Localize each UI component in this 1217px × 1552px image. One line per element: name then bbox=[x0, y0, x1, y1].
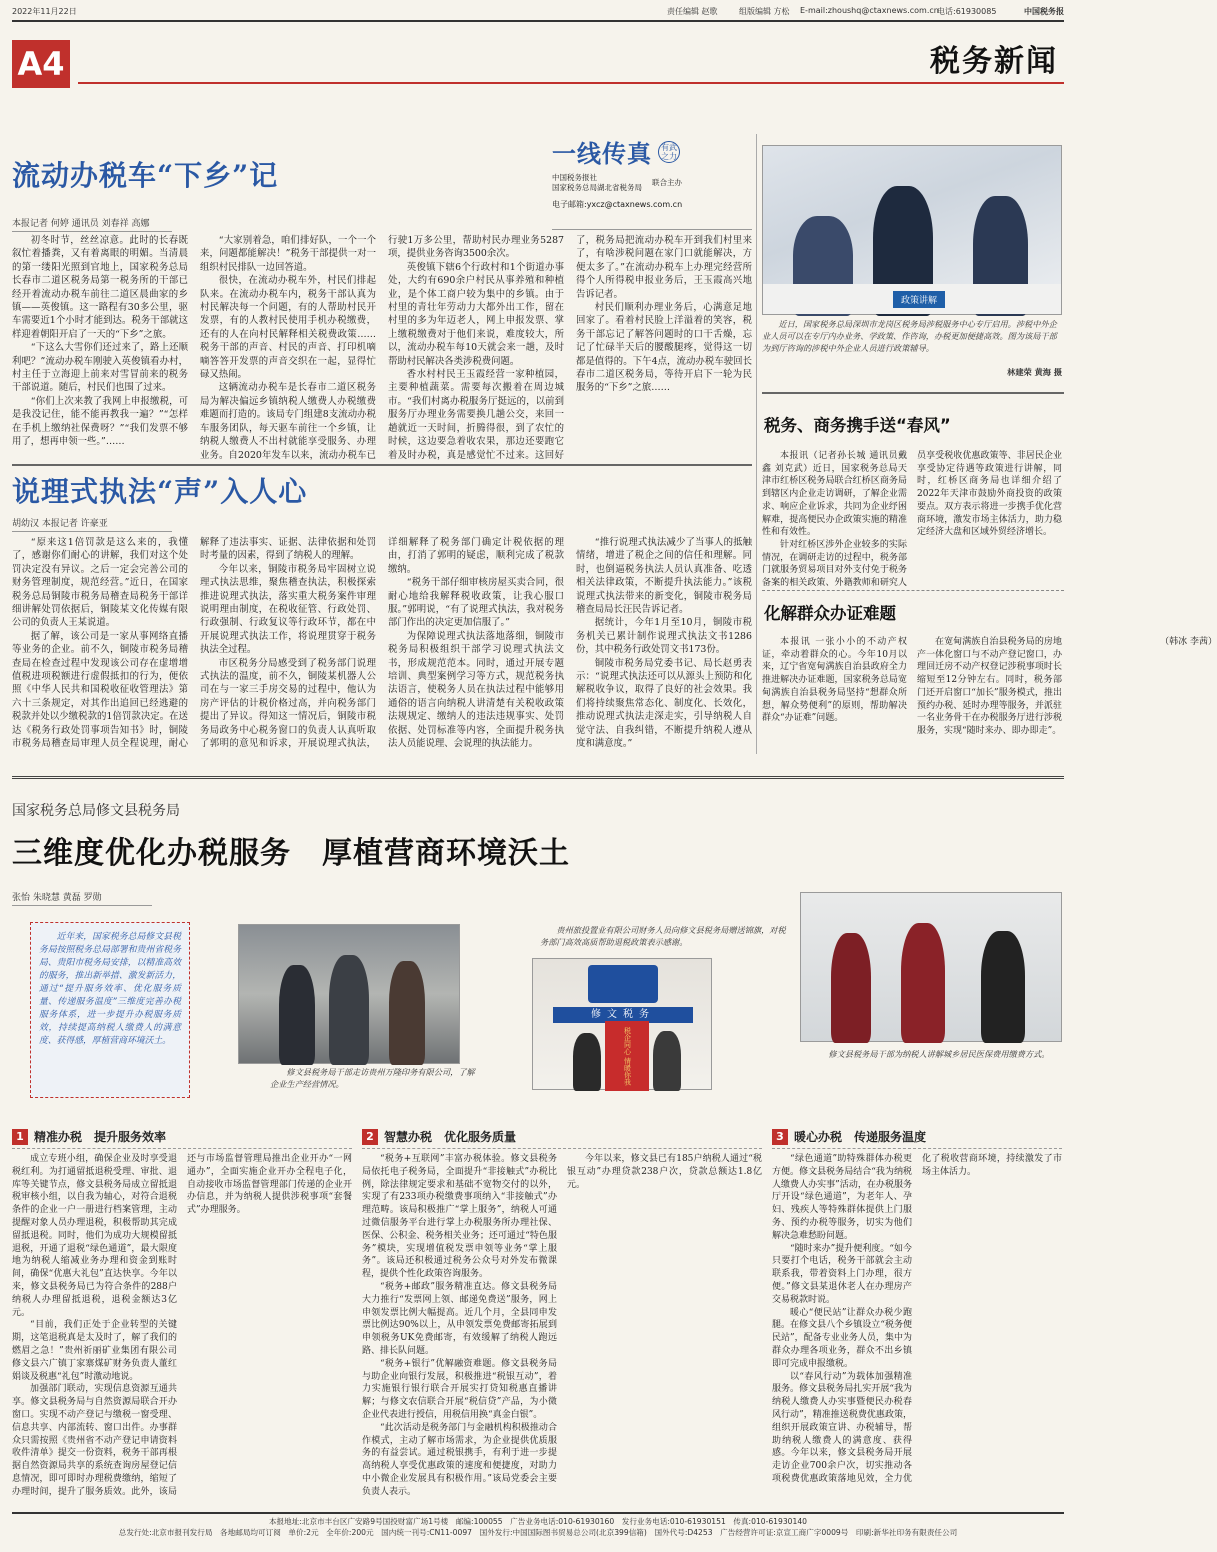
paper-name: 中国税务报 bbox=[1024, 7, 1064, 16]
feature-photo-1-caption: 修文县税务局干部走访贵州万隆印务有限公司，了解企业生产经营情况。 bbox=[270, 1067, 475, 1089]
article2-para: 铜陵市税务局党委书记、局长赵勇表示：“说理式执法还可以从源头上预防和化解税收争议，取得了良好的社会效果。我们将持续聚焦常态化、制度化、长效化，推动说理式执法走深走实，引导纳税人自觉守法、自我纠错，不断提升纳税人遵从度和满意度。” bbox=[576, 657, 752, 750]
feature-byline: 张怡 朱晓慧 黄磊 罗勋 bbox=[12, 890, 152, 906]
photo-top-credit: 林建荣 黄海 摄 bbox=[1007, 367, 1062, 377]
designer: 组版编辑 方松 bbox=[739, 7, 790, 16]
article2-body bbox=[12, 536, 752, 754]
side1-para: 针对红桥区涉外企业较多的实际情况，在调研走访的过程中，税务部门就服务贸易项目对外支付免于税务备案的相关政策、外籍教师和研究人员享受税收优惠政策等、非居民企业享受协定待遇等政策进行讲解，同时，红桥区商务局也详细介绍了2022年天津市鼓励外商投资的政策要点。双方表示将进一步携手优化营商环境，激发市场主体活力，助力稳定经济大盘和区域外贸经济增长。 bbox=[762, 451, 1062, 589]
logo-sign bbox=[588, 965, 658, 1003]
section-2-para: “税务+银行”优解融资难题。修文县税务局与助企业向银行发展，积极推进“税银互动”，着力实施银行银行联合开展实打贷知税惠直播讲解；与修文农信联合开展“税信贷”产品，为小微企业代表进行授信，用税信用换“真金白银”。 bbox=[362, 1358, 557, 1420]
page-number: A4 bbox=[17, 45, 65, 83]
section-3-para: 暖心“便民站”让群众办税少跑腿。在修文县八个乡镇设立“税务便民站”，配备专业业务人员，集中为群众办理各项业务，群众不出乡镇即可完成申报缴税。 bbox=[772, 1307, 912, 1369]
article1-para: 英俊镇下辖6个行政村和1个街道办事处，大约有690余户村民从事养殖和种植业，是个体工商户较为集中的乡镇。由于村里的青壮年劳动力大都外出工作，留在村里的多为年迈老人，网上申报发票、掌上缴税缴费对于他们来说，难度较大，所以，流动办税车每10天就会来一趟，及时帮助村民解决各类涉税费问题。 bbox=[388, 261, 564, 367]
section-name: 税务新闻 bbox=[930, 44, 1058, 79]
section-2-head bbox=[362, 1128, 762, 1149]
footer-line-1: 本报地址:北京市丰台区广安路9号国投财富广场1号楼 邮编:100055 广告业务电话:010-61930160 发行业务电话:010-61930151 传真:010-61930140 bbox=[268, 1517, 808, 1526]
side2-para: 在宽甸满族自治县税务局的房地产一体化窗口与不动产登记窗口，办理回迁房不动产权登记涉税事项时长缩短至12分钟左右。同时，税务部门还开启窗口“加长”服务模式，推出预约办税、延时办理等服务，并派驻一名业务骨干在办税服务厅进行涉税服务，实现“随时来办、即办即走”。 bbox=[917, 637, 1062, 736]
feature-rule bbox=[12, 776, 1064, 779]
section-2-para: “此次活动是税务部门与金融机构积极推动合作模式，主动了解市场需求，为企业提供优质服务的有益尝试。通过税银携手，有利于进一步提高纳税人享受优惠政策的速度和便捷度，对助力中小微企业发展具有积极作用。”该局党委会主要负责人表示。 bbox=[362, 1422, 557, 1497]
person-figure bbox=[279, 965, 315, 1065]
article2-para: “原来这1倍罚款是这么来的，我懂了，感谢你们耐心的讲解，我们对这个处罚决定没有异议。之后一定会完善公司的财务管理制度，规范经营。”近日，在国家税务总局铜陵市税务局稽查局税务干部详细讲解处罚依据后，铜陵某文化传媒有限公司的负责人王某说道。 bbox=[12, 537, 188, 629]
article2-para: “税务干部仔细审核房屋买卖合同，很耐心地给我解释税收政策，让我心服口服。”郭明说，“有了说理式执法，我对税务部门作出的决定更加信服了。” bbox=[388, 577, 564, 629]
article2-para: 据了解，该公司是一家从事网络直播等业务的企业。前不久，铜陵市税务局稽查局在检查过程中发现该公司存在虚增增值税进项税额进行虚假抵扣的行为，便依照《中华人民共和国税收征收管理法》第六十三条规定，对其作出追回已经逃避的税款并处以少缴税款的1倍罚款决定。在送达《税务行政处罚事项告知书》时，铜陵市税务局稽查局审理人员全程说理，耐心解释了违法事实、证据、法律依据和处罚时考量的因素，得到了纳税人的理解。 bbox=[12, 537, 376, 750]
side2-rule bbox=[762, 590, 1064, 591]
feature-section-1 bbox=[12, 1128, 352, 1501]
yixian-logo: 一线传真 bbox=[552, 139, 652, 168]
article2-byline: 胡幼汉 本报记者 许豪亚 bbox=[12, 516, 172, 532]
wall-sign-text: 修文税务 bbox=[591, 1009, 655, 1020]
footer-line-2: 总发行处:北京市报刊发行局 各地邮局均可订阅 单价:2元 全年价:200元 国内统一刊号:CN11-0097 国外发行:中国国际图书贸易总公司(北京399信箱) 国外代号:D4253 广告经营许可证:京宣工商广字0009号 印刷:新华社印务有限责任公司 bbox=[118, 1528, 958, 1537]
section-1-body bbox=[12, 1153, 352, 1501]
contact-phone: 电话:61930085 bbox=[937, 7, 997, 16]
article2-para: 今年以来，铜陵市税务局牢固树立说理式执法思维，聚焦稽查执法，积极探索推进说理式执法，落实重大税务案件审理说明理由制度，在税收征管、行政处罚、行政强制、行政复议等行政环节，都在中开展说理式执法工作，将说理贯穿于税务执法全过程。 bbox=[200, 563, 376, 656]
section-1-title: 精准办税 提升服务效率 bbox=[34, 1130, 167, 1144]
feature-intro-box bbox=[30, 922, 190, 1098]
contact-email: E-mail:zhoushq@ctaxnews.com.cn bbox=[800, 6, 939, 15]
issue-date: 2022年11月22日 bbox=[12, 7, 77, 16]
person-figure bbox=[329, 955, 369, 1065]
section-3-para: “随时来办”提升便利度。“如今只要打个电话，税务干部就会主动联系我，带着资料上门办理，很方便。”修文县某退休老人在办理房产交易税款时说。 bbox=[772, 1243, 912, 1305]
yixian-org2: 国家税务总局湖北省税务局 bbox=[552, 183, 642, 192]
section-2-para: “税务+邮政”服务精准直达。修文县税务局大力推行“发票网上领、邮递免费送”服务，网上申领发票比例大幅提高。近几个月，全县同申发票比例达90%以上，从申领发票免费邮寄拓展到申领税务UK免费邮寄，有效缓解了纳税人跑远路、排长队问题。 bbox=[362, 1281, 557, 1356]
masthead bbox=[12, 6, 1064, 18]
feature-photo-1 bbox=[238, 924, 460, 1064]
side2-para: 本报讯 一张小小的不动产权证，牵动着群众的心。今年10月以来，辽宁省宽甸满族自治县政府全力推进解决办证难题，国家税务总局宽甸满族自治县税务局坚持“想群众所想，解众势便利”的原则，帮助解决群众“办证难”问题。 bbox=[762, 637, 907, 724]
side1-para: 本报讯（记者孙长城 通讯员戴鑫 刘克武）近日，国家税务总局天津市红桥区税务局联合红桥区商务局到辖区内企业走访调研，了解企业需求、响应企业诉求，共同为企业纾困解难，提高便民办企政策实施的精准性和有效性。 bbox=[762, 451, 907, 538]
article1-para: “下这么大雪你们还过来了，路上还顺利吧？”流动办税车刚驶入英俊镇看办村，村主任于立海迎上前来对雪冒前来的税务干部说道。随后，村民们也围了过来。 bbox=[12, 342, 188, 394]
article1-para: 村民们顺利办理业务后，心满意足地回家了。看着村民脸上洋溢着的笑容，税务干部忘记了解答问题时的口干舌燥，忘记了忙碌半天后的腰酸腿疼，觉得这一切都是值得的。下午4点，流动办税车驶回长春市二道区税务局，等待开启下一轮为民服务的“下乡”之旅…… bbox=[576, 302, 752, 394]
article1-para: “大家别着急，咱们排好队，一个一个来，问题都能解决！”税务干部提供一对一组织村民排队一边回答道。 bbox=[200, 235, 376, 273]
feature-title: 三维度优化办税服务 厚植营商环境沃土 bbox=[12, 836, 570, 871]
person-figure bbox=[981, 931, 1025, 1043]
article2-para: 据统计，今年1月至10月，铜陵市税务机关已累计制作说理式执法文书1286份，其中税务行政处罚文书173份。 bbox=[576, 617, 752, 656]
photo-top bbox=[762, 145, 1062, 315]
section-1-number: 1 bbox=[12, 1129, 28, 1145]
feature-org: 国家税务总局修文县税务局 bbox=[12, 803, 180, 819]
footer-rule bbox=[12, 1512, 1064, 1514]
yixian-org1: 中国税务报社 bbox=[552, 173, 597, 182]
side1-body bbox=[762, 450, 1062, 590]
person-figure bbox=[389, 961, 425, 1065]
section-1-para: 加强部门联动，实现信息资源互通共享。修文县税务局与自然资源局联合开办窗口。实现不动产登记与缴税一窗受理、信息共享、内部流转、窗口出件。办事群众只需按照《贵州省不动产登记申请资料收件清单》提交一份资料，税务干部再根据自然资源局共享的系统查询房屋登记信息情况，即可即时办理税费缴纳，缩短了办理时间，提升了服务质效。此外，该局还与市场监督管理局推出企业开办“一网通办”，全面实施企业开办全程电子化，自动接收市场监督管理部门传递的企业开办信息，并为纳税人提供涉税事项“套餐式”办理服务。 bbox=[12, 1154, 352, 1497]
article1-para: 这辆流动办税车是长春市二道区税务局为解决偏远乡镇纳税人缴费人办税缴费难题而打造的。该局专门组建8支流动办税车服务团队，每天驱车前往一个乡镇，让纳税人缴费人不出村就能享受服务、办理业务。自2020年发车以来，流动办税车已行驶1万多公里，帮助村民办理业务5287项，提供业务咨询3500余次。 bbox=[200, 235, 564, 461]
editor: 责任编辑 赵歌 bbox=[667, 7, 718, 16]
person-figure bbox=[653, 1031, 681, 1091]
page-number-badge bbox=[12, 40, 70, 88]
article1-para: 很快，在流动办税车外，村民们排起队来。在流动办税车内，税务干部认真为村民解决每一个问题，有的人帮助村民开发票，有的人教村民使用手机办税缴费，还有的人在向村民解释相关税费政策……税务干部的声音、村民的声音、打印机嘀嘀答答开发票的声音交织在一起，显得忙碌又热闹。 bbox=[200, 275, 376, 381]
side2-title: 化解群众办证难题 bbox=[764, 604, 896, 623]
yixian-email: 电子邮箱:yxcz@ctaxnews.com.cn bbox=[552, 200, 683, 209]
article1-para: “你们上次来教了我网上申报缴税，可是我没记住，能不能再教我一遍？”“怎样在手机上缴纳社保费呀？”“我们发票不够用了，想再申领一些。”…… bbox=[12, 395, 188, 448]
side2-signature: （韩冰 李茜） bbox=[1160, 637, 1217, 647]
section-3-body bbox=[772, 1153, 1062, 1501]
section-2-para: 今年以来，修文县已有185户纳税人通过“税银互动”办理贷款238户次，贷款总额达1.8亿元。 bbox=[567, 1154, 762, 1190]
article1-para: 初冬时节，丝丝凉意。此时的长春既叙忙着播粪，又有着离眼的明媚。当清晨的第一缕阳光照到官地上，国家税务总局长春市二道区税务局第一税务所的干部已经开着流动办税车前往二道区晨曲家的乡镇——英俊镇。这一路程有30多公里，驱车需要近1个小时才能到达。税务干部就这样迎着朝阳开启了一天的“下乡”之旅。 bbox=[12, 235, 188, 340]
yixian-org3: 联合主办 bbox=[652, 178, 682, 187]
section-1-head bbox=[12, 1128, 352, 1149]
photo-banner-text: 政策讲解 bbox=[901, 296, 938, 306]
feature-photo-3-caption: 修文县税务局干部为纳税人讲解城乡居民医保费用缴费方式。 bbox=[828, 1049, 1050, 1059]
section-3-number: 3 bbox=[772, 1129, 788, 1145]
section-3-title: 暖心办税 传递服务温度 bbox=[794, 1130, 927, 1144]
article1-body bbox=[12, 234, 752, 466]
feature-intro: 近年来，国家税务总局修文县税务局按照税务总局部署和贵州省税务局、贵阳市税务局安排，以精准高效的服务，推出新举措、激发新活力，通过“提升服务效率、优化服务质量、传递服务温度”三维度完善办税服务体系，进一步提升办税服务质效，持续提高纳税人缴费人的满意度、获得感，厚植营商环境沃土。 bbox=[39, 932, 181, 1046]
feature-section-2 bbox=[362, 1128, 762, 1501]
photo-top-caption: 近日，国家税务总局深圳市龙岗区税务局涉税服务中心专厅启用。涉税中外企业人员可以在专厅内办业务、学政策、作咨询，办税更加便捷高效。图为该局干部为到厅咨询的涉税中外企业人员进行政策辅导。 bbox=[762, 319, 1057, 353]
article2-para: 为保障说理式执法落地落细，铜陵市税务局积极组织干部学习说理式执法文书，形成规范范本。同时，通过开展专题培训、典型案例学习等方式，规范税务执法语言，使税务人员在执法过程中能够用通俗的语言向纳税人讲清楚有关税收政策法规规定、缴纳人的违法违规事实、处罚依据、处罚标准等内容，全面提升税务执法人员能说理、会说理的执法能力。 bbox=[388, 630, 564, 750]
section-3-head bbox=[772, 1128, 1062, 1149]
banner-pennant-text: 税企同心 情暖你我 bbox=[623, 1027, 632, 1086]
section-3-para: 以“春风行动”为载体加强精准服务。修文县税务局扎实开展“我为纳税人缴费人办实事暨便民办税春风行动”，精准推送税费优惠政策，组织开展政策宣讲、办税辅导，帮助纳税人缴费人的满意度、获得感。今年以来，修文县税务局开展走访企业700余户次，切实推动各项税费优惠政策落地见效，全力优化了税收营商环境，持续激发了市场主体活力。 bbox=[772, 1154, 1062, 1484]
section-1-para: 成立专班小组，确保企业及时享受退税红利。为打通留抵退税受理、审批、退库等关键节点，修文县税务局成立留抵退税审核小组，以自我为轴心，对符合退税条件的企业一户一册进行档案管理，主动提醒对象人员办理退税，积极帮助其完成留抵退税。同时，他们为成功大规模留抵退税，开通了退税“绿色通道”，最大限度地为纳税人缩减业务办理和资金到账时间，确保“优惠大礼包”直达快享。今年以来，修文县税务局已为符合条件的288户纳税人办理留抵退税，退税金额达3亿元。 bbox=[12, 1154, 177, 1318]
photo-banner bbox=[893, 291, 945, 308]
yixian-box bbox=[552, 134, 752, 230]
masthead-rule bbox=[12, 20, 1064, 22]
article1-byline: 本报记者 何婷 通讯员 刘春祥 高娜 bbox=[12, 216, 172, 232]
article2-title: 说理式执法“声”入人心 bbox=[12, 475, 308, 508]
section-1-para: “目前，我们正处于企业转型的关键期，这笔退税真是太及时了，解了我们的燃眉之急！”贵州祈丽矿业集团有限公司修文县六广镇丁家寨煤矿财务负责人董红娟谈及税惠“礼包”时激动地说。 bbox=[12, 1320, 177, 1382]
person-figure bbox=[831, 933, 871, 1043]
section-2-title: 智慧办税 优化服务质量 bbox=[384, 1130, 517, 1144]
person-figure bbox=[573, 1033, 601, 1091]
column-separator bbox=[756, 134, 757, 754]
section-2-body bbox=[362, 1153, 762, 1501]
side2-body bbox=[762, 636, 1217, 744]
feature-photo-3 bbox=[800, 892, 1062, 1042]
yixian-badge: 有武之力 bbox=[658, 141, 680, 163]
side1-title: 税务、商务携手送“春风” bbox=[764, 416, 951, 435]
section-2-number: 2 bbox=[362, 1129, 378, 1145]
article2-para: “推行说理式执法减少了当事人的抵触情绪，增进了税企之间的信任和理解。同时，也倒逼税务执法人员认真准备、吃透相关法律政策，不断提升执法能力。”该税说理式执法带来的新变化，铜陵市税务局稽查局局长汪民告诉记者。 bbox=[576, 537, 752, 616]
article1-title: 流动办税车“下乡”记 bbox=[12, 159, 279, 192]
header-divider bbox=[78, 82, 1064, 84]
article2-rule bbox=[12, 464, 752, 466]
section-2-para: “税务+互联网”丰富办税体验。修文县税务局依托电子税务局，全面提升“非接触式”办税比例，除法律规定要求和基础不宽物交付的以外，实现了有233项办税缴费事项纳入“非接触式”办理范畴。该局积极推广“掌上服务”，纳税人可通过微信服务平台进行掌上办税服务所办理社保、医保、公积金、税务相关业务；还可通过“特色服务”模块，实现增值税发票申领等业务“掌上服务”。该局还积极通过税务公众号对外发布微课程，提供个性化政策咨询服务。 bbox=[362, 1154, 557, 1280]
article1-para: 香水村村民王玉霞经营一家种植园，主要种植蔬菜。需要每次搬着在周边城市。“我们村离办税服务厅挺远的，以前到服务厅办理业务需要换几趟公交，来回一趟就近一天时间，折腾得很，到了农忙的时候，这边要急着收农果，那边还要跑它着及时办税，真是感觉忙不过来。这回好了，税务局把流动办税车开到我们村里来了，有啥涉税问题在家门口就能解决，方便太多了。”在流动办税车上办理完经营所得个人所得税申报业务后，王玉霞高兴地告诉记者。 bbox=[388, 235, 752, 461]
article2-para: 市区税务分局感受到了税务部门说理式执法的温度，前不久，铜陵某机器人公司在与一家三手房交易的过程中，他认为房产评估的计税价格过高，并向税务部门提出了异议。得知这一情况后，铜陵市税务局政务中心税务窗口的负责人认真听取了郭明的意见和诉求，开展说理式执法，详细解释了税务部门确定计税依据的理由，打消了郭明的疑虑，顺利完成了税款缴纳。 bbox=[200, 537, 564, 750]
footer bbox=[12, 1516, 1064, 1538]
feature-photo-2-caption: 贵州旅投置业有限公司财务人员向修文县税务局赠送锦旗，对税务部门高效高质帮助退税政策表示感谢。 bbox=[540, 925, 786, 947]
feature-section-3 bbox=[772, 1128, 1062, 1501]
feature-photo-2 bbox=[532, 958, 712, 1090]
section-3-para: “绿色通道”助特殊群体办税更方便。修文县税务局结合“我为纳税人缴费人办实事”活动，在办税服务厅开设“绿色通道”，为老年人、孕妇、残疾人等特殊群体提供上门服务、预约办税等服务，切实为他们解决急难愁盼问题。 bbox=[772, 1154, 912, 1241]
side1-rule bbox=[762, 392, 1064, 394]
banner-pennant bbox=[605, 1021, 649, 1091]
person-figure bbox=[901, 923, 945, 1043]
